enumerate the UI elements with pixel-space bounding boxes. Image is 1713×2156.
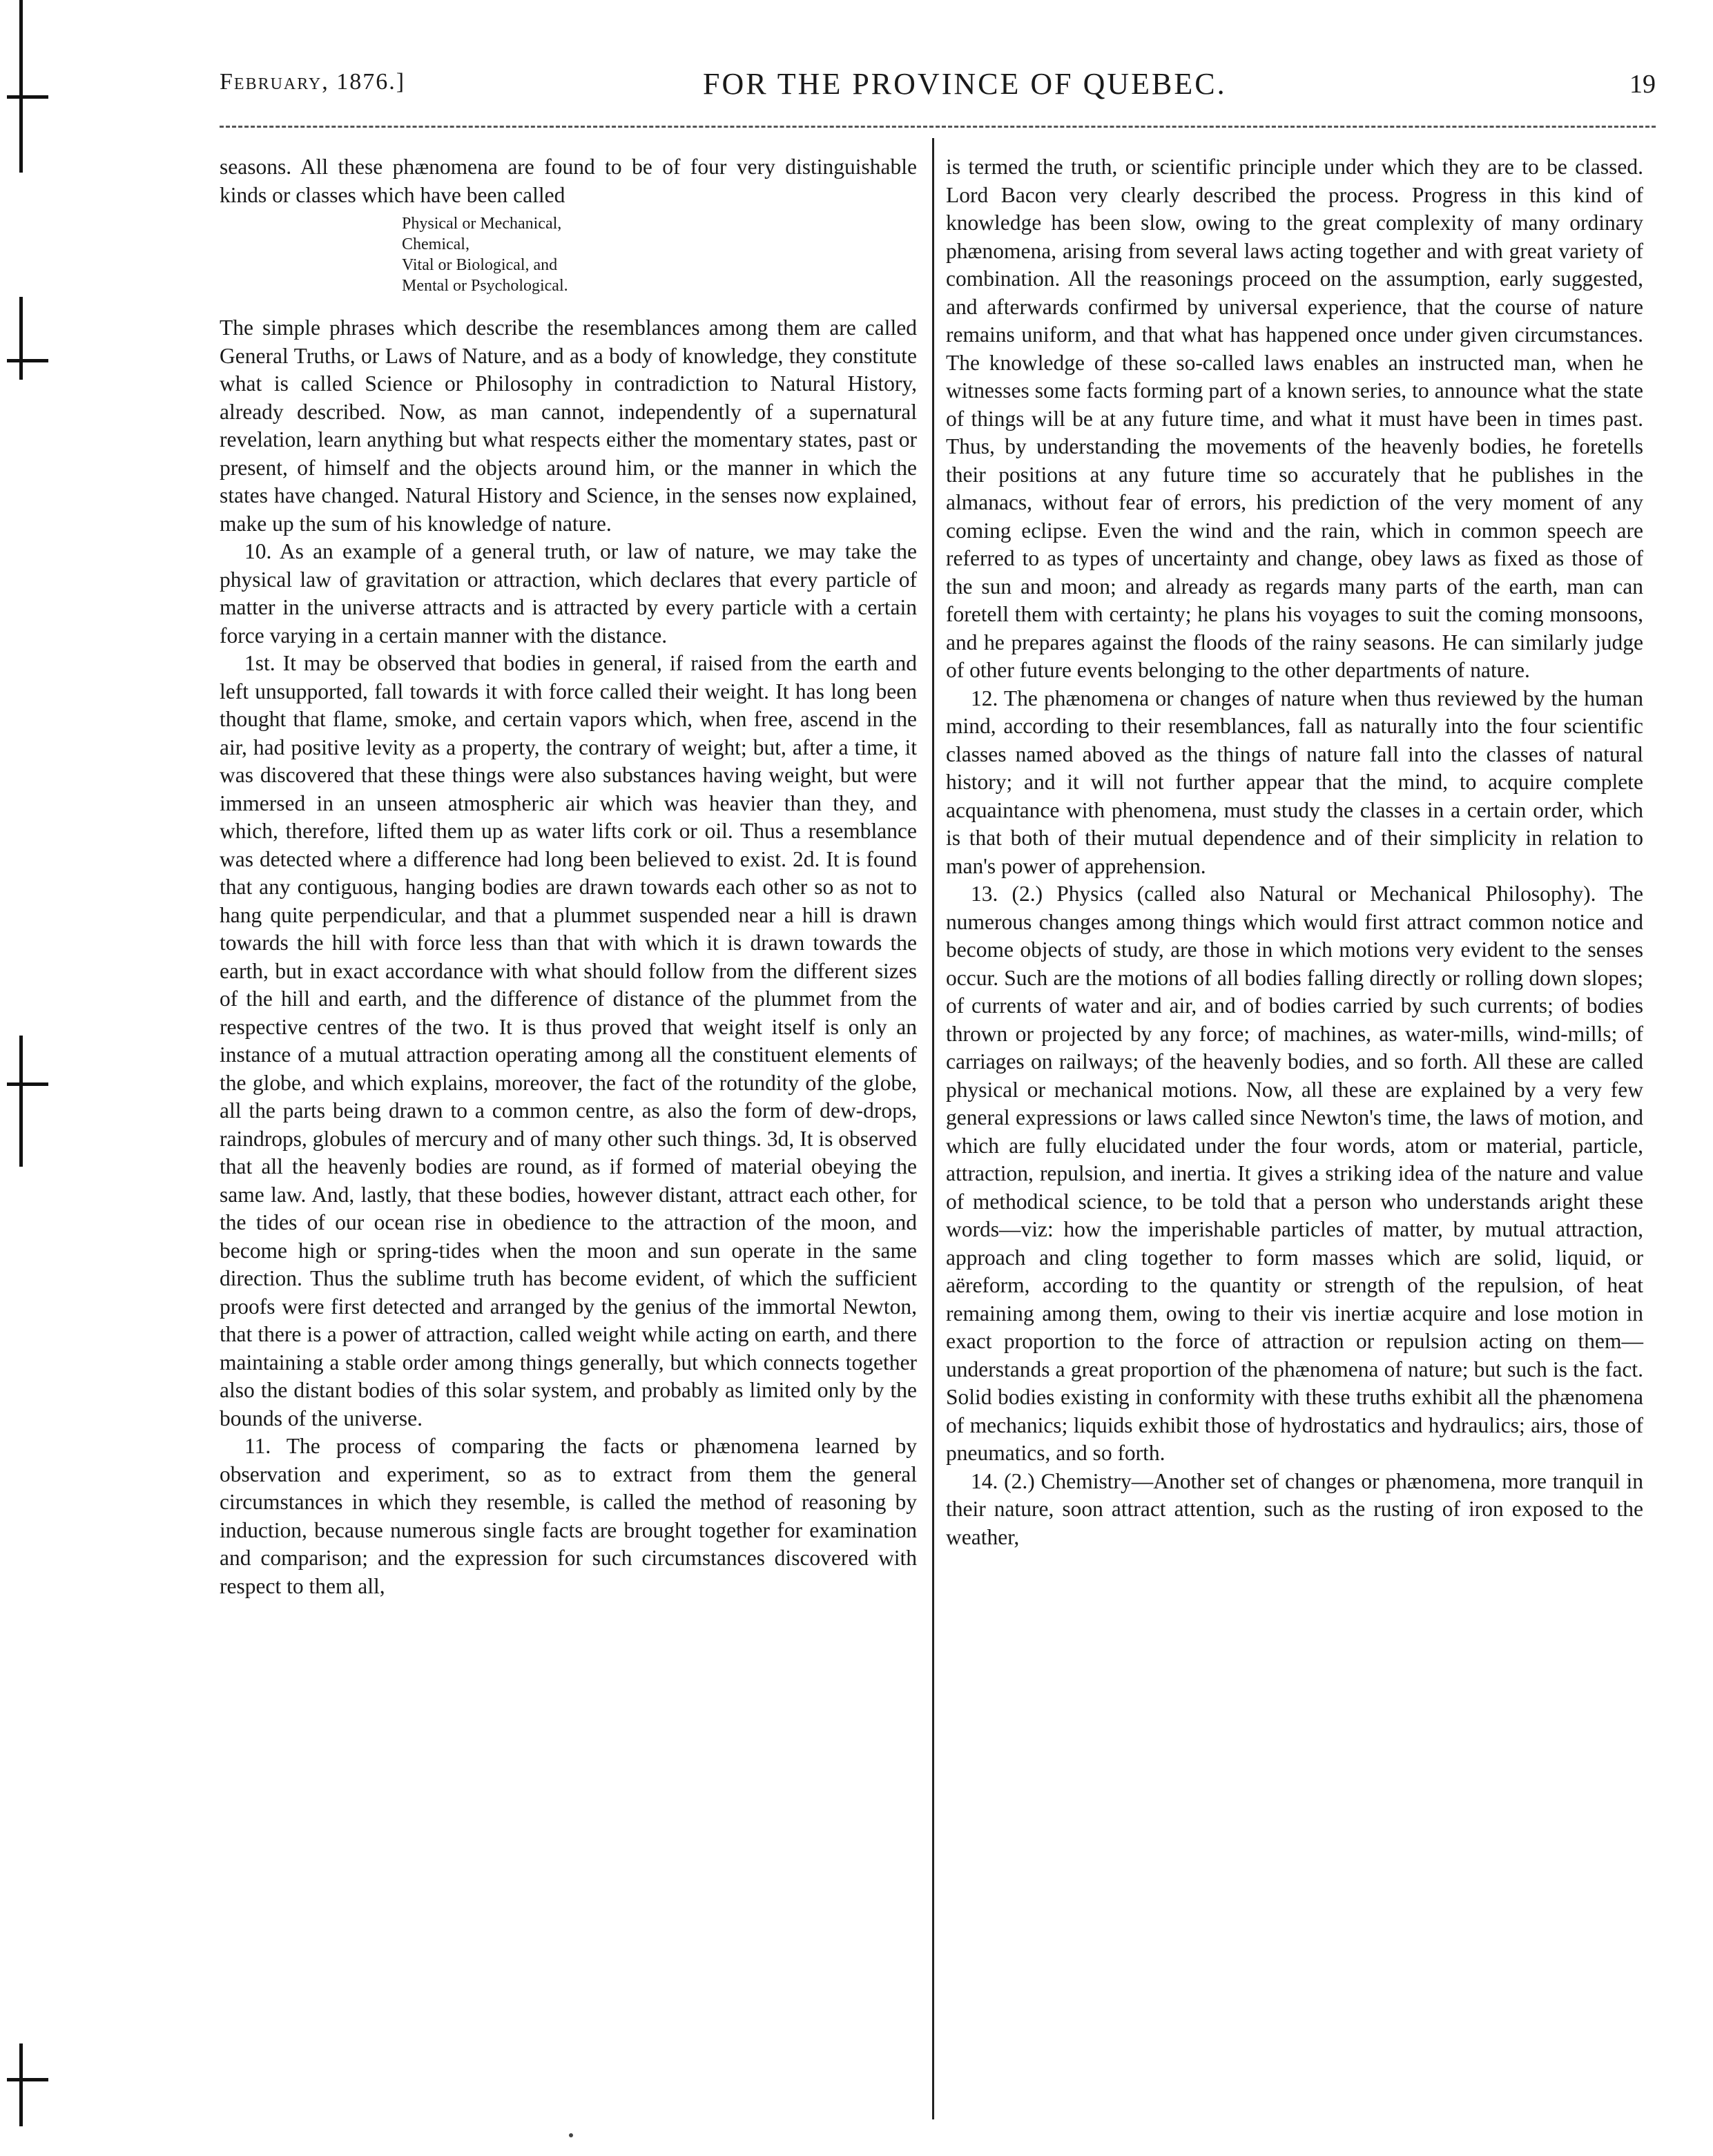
- left-column: [220, 153, 917, 1600]
- paragraph-12: 12. The phænomena or changes of nature when thus reviewed by the human mind, according to their resemblances, fall as naturally into the four scientific classes named aboved as the things of nature fall into the classes of natural history; and it will not further appear that the mind, to acquire complete acquaintance with phenomena, must study the classes in a certain order, which is that both of their mutual dependence and of their simplicity in relation to man's power of apprehension.: [946, 686, 1643, 878]
- header-date: February, 1876.]: [220, 69, 406, 95]
- paragraph-14: 14. (2.) Chemistry—Another set of changes or phænomena, more tranquil in their nature, soon attract attention, such as the rusting of iron exposed to the weather,: [946, 1468, 1643, 1549]
- kinds-item: Vital or Biological, and: [402, 256, 558, 274]
- header-rule: [220, 126, 1656, 128]
- paragraph-11: 11. The process of comparing the facts or phænomena learned by observation and experiment, so as to extract from them the general circumstances in which they resemble, is called the method of reasoning by induction, because numerous single facts are brought together for examination and comparison; and the expression for such circumstances discovered with respect to them all,: [220, 1434, 917, 1598]
- paragraph: is termed the truth, or scientific principle under which they are to be classed. Lord Bacon very clearly described the process. Progress in this kind of knowledge has been slow, owing to the great complexity of many ordinary phænomena, arising from several laws acting together and with great variety of combination. All the reasonings proceed on the assumption, early suggested, and afterwards confirmed by universal experience, that the course of nature remains uniform, and that what has happened once under given circumstances. The knowledge of these so-called laws enables an instructed man, when he witnesses some facts forming part of a known series, to announce what the state of things will be at any future time, and what it must have been in times past. Thus, by understanding the movements of the heavenly bodies, he foretells their positions at any future time so accurately that he publishes in the almanacs, without fear of errors, his prediction of the very moment of any coming eclipse. Even the wind and the rain, which in common speech are referred to as types of uncertainty and change, obey laws as fixed as those of the sun and moon; and already as regards many parts of the earth, man can foretell them with certainty; he plans his voyages to suit the coming monsoons, and he prepares against the floods of the rainy seasons. He can similarly judge of other future events belonging to the other departments of nature.: [946, 155, 1643, 682]
- right-column: [946, 153, 1643, 1551]
- paragraph-10: 10. As an example of a general truth, or law of nature, we may take the physical law of gravitation or attraction, which declares that every particle of matter in the universe attracts and is attracted by every particle with a certain force varying in a certain manner with the distance.: [220, 539, 917, 648]
- kinds-list: [402, 213, 917, 296]
- column-divider: [932, 138, 934, 2119]
- binding-edge: [0, 0, 55, 2156]
- kinds-item: Mental or Psychological.: [402, 277, 568, 295]
- page-number: 19: [1629, 70, 1656, 99]
- paragraph: The simple phrases which describe the resemblances among them are called General Truths, or Laws of Nature, and as a body of knowledge, they constitute what is called Science or Philosophy in contradiction to Natural History, already described. Now, as man cannot, independently of a supernatural revelation, learn anything but what respects either the momentary states, past or present, of himself and the objects around him, or the manner in which the states have changed. Natural History and Science, in the senses now explained, make up the sum of his knowledge of nature.: [220, 315, 917, 536]
- running-header: [220, 69, 1656, 110]
- kinds-item: Physical or Mechanical,: [402, 215, 562, 233]
- paragraph-13: 13. (2.) Physics (called also Natural or Mechanical Philosophy). The numerous changes among things which would first attract common notice and become objects of study, are those in which motions very evident to the senses occur. Such are the motions of all bodies falling directly or rolling down slopes; of currents of water and air, and of bodies carried by such currents; of bodies thrown or projected by any force; of machines, as water-mills, wind-mills; of carriages on railways; of the heavenly bodies, and so forth. All these are called physical or mechanical motions. Now, all these are explained by a very few general expressions or laws called since Newton's time, the laws of motion, and which are fully elucidated under the four words, atom or material, particle, attraction, repulsion, and inertia. It gives a striking idea of the nature and value of methodical science, to be told that a person who understands aright these words—viz: how the imperishable particles of matter, by mutual attraction, approach and cling together to form masses which are solid, liquid, or aëreform, according to the quantity or strength of the repulsion, of heat remaining among them, owing to their vis inertiæ acquire and lose motion in exact proportion to the force of attraction or repulsion acting on them—understands a great proportion of the phænomena of nature; but such is the fact. Solid bodies existing in conformity with these truths exhibit all the phænomena of mechanics; liquids exhibit those of hydrostatics and hydraulics; airs, those of pneumatics, and so forth.: [946, 882, 1643, 1465]
- kinds-item: Chemical,: [402, 235, 470, 253]
- header-title: FOR THE PROVINCE OF QUEBEC.: [703, 67, 1227, 101]
- paragraph-1st: 1st. It may be observed that bodies in general, if raised from the earth and left unsupported, fall towards it with force called their weight. It has long been thought that flame, smoke, and certain vapors which, when free, ascend in the air, had positive levity as a property, the contrary of weight; but, after a time, it was discovered that these things were also substances having weight, but were immersed in an unseen atmospheric air which was heavier than they, and which, therefore, lifted them up as water lifts cork or oil. Thus a resemblance was detected where a difference had long been believed to exist. 2d. It is found that any contiguous, hanging bodies are drawn towards each other so as not to hang quite perpendicular, and that a plummet suspended near a hill is drawn towards the hill with force less than that with which it is drawn towards the earth, but in exact accordance with what should follow from the different sizes of the hill and earth, and the difference of distance of the plummet from the respective centres of the two. It is thus proved that weight itself is only an instance of a mutual attraction operating among all the constituent elements of the globe, and which explains, moreover, the fact of the rotundity of the globe, all the parts being drawn to a common centre, as also the form of dew-drops, raindrops, globules of mercury and of many other such things. 3d, It is observed that all the heavenly bodies are round, as if formed of material obeying the same law. And, lastly, that these bodies, however distant, attract each other, for the tides of our ocean rise in obedience to the attraction of the moon, and become high or spring-tides when the moon and sun operate in the same direction. Thus the sublime truth has become evident, of which the sufficient proofs were first detected and arranged by the genius of the immortal Newton, that there is a power of attraction, called weight while acting on earth, and there maintaining a stable order among things generally, but which connects together also the distant bodies of this solar system, and probably as limited only by the bounds of the universe.: [220, 651, 917, 1430]
- intro-paragraph: seasons. All these phænomena are found to be of four very distinguishable kinds or classes which have been called: [220, 155, 917, 207]
- print-speck: [569, 2133, 573, 2137]
